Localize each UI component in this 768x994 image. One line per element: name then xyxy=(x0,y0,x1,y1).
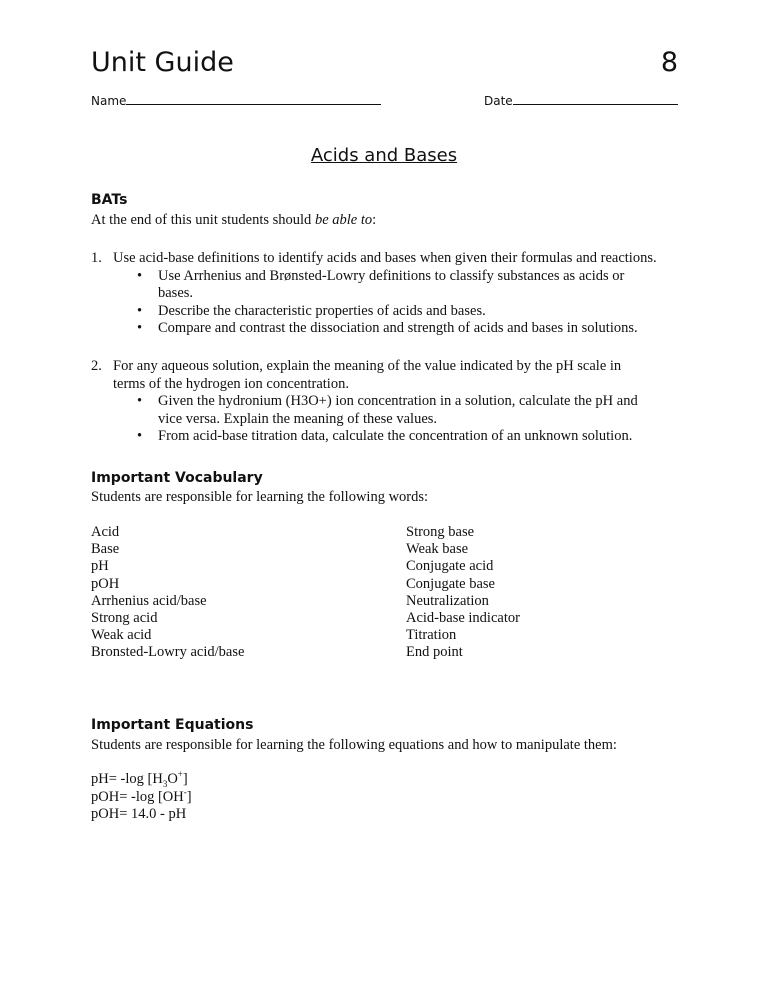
bats-intro-emphasis: be able to xyxy=(314,212,373,228)
date-label: Date xyxy=(484,94,513,108)
bats-item-2 xyxy=(91,358,691,446)
vocabulary-intro: Students are responsible for learning the following words: xyxy=(91,489,429,505)
list-item: • From acid-base titration data, calculate the concentration of an unknown solution. xyxy=(137,428,633,444)
bats-intro xyxy=(91,212,376,229)
vocab-term: Strong base xyxy=(406,524,475,540)
vocab-term: Conjugate acid xyxy=(406,558,494,575)
item-text: For any aqueous solution, explain the meaning of the value indicated by the pH scale in terms of the hydrogen ion concentration. xyxy=(113,358,622,392)
item-bullets xyxy=(113,393,648,446)
vocab-term: Titration xyxy=(406,627,457,644)
vocab-term: pOH xyxy=(91,575,120,592)
equations-list xyxy=(91,771,192,824)
vocab-term: Conjugate base xyxy=(406,575,495,592)
vocab-term: Acid xyxy=(91,524,120,540)
bullet-icon: • xyxy=(137,393,143,409)
bullet-icon: • xyxy=(137,267,143,284)
vocab-term: End point xyxy=(406,644,463,661)
vocabulary-heading: Important Vocabulary xyxy=(91,470,263,486)
unit-number: 8 xyxy=(660,47,678,78)
list-item: • Describe the characteristic properties of acids and bases. xyxy=(137,302,486,319)
bats-intro-suffix: : xyxy=(372,212,377,228)
equations-heading: Important Equations xyxy=(91,717,254,733)
vocab-term: Acid-base indicator xyxy=(406,610,520,627)
vocab-term: Weak acid xyxy=(91,627,152,644)
name-field xyxy=(91,92,381,108)
item-number: 1. xyxy=(91,250,102,266)
equation-poh: pOH= -log [OH-] xyxy=(91,786,192,805)
date-blank-line xyxy=(513,92,678,105)
item-text: Use acid-base definitions to identify acids and bases when given their formulas and reactions. xyxy=(113,250,657,266)
vocab-term: Neutralization xyxy=(406,592,489,609)
vocab-term: pH xyxy=(91,558,109,575)
equations-intro: Students are responsible for learning the following equations and how to manipulate them: xyxy=(91,737,617,753)
vocab-term: Weak base xyxy=(406,541,469,558)
name-blank-line xyxy=(126,92,381,105)
unit-guide-title: Unit Guide xyxy=(91,47,234,78)
equation-poh-ph: pOH= 14.0 - pH xyxy=(91,806,187,822)
vocab-term: Strong acid xyxy=(91,610,158,627)
item-bullets xyxy=(113,268,691,338)
name-label: Name xyxy=(91,94,127,108)
list-item: • Use Arrhenius and Brønsted-Lowry definitions to classify substances as acids or bases. xyxy=(137,267,625,301)
vocab-term: Arrhenius acid/base xyxy=(91,592,207,609)
vocabulary-column-right xyxy=(406,524,520,662)
list-item: • Compare and contrast the dissociation and strength of acids and bases in solutions. xyxy=(137,320,638,336)
document-title: Acids and Bases xyxy=(310,145,458,166)
list-item: • Given the hydronium (H3O+) ion concentration in a solution, calculate the pH and vice versa. Explain the meaning of these values. xyxy=(137,393,638,427)
bats-intro-prefix: At the end of this unit students should xyxy=(91,212,315,228)
vocab-term: Base xyxy=(91,541,120,558)
date-field xyxy=(484,92,678,108)
page-header xyxy=(91,47,678,87)
bullet-icon: • xyxy=(137,428,143,444)
vocab-term: Bronsted-Lowry acid/base xyxy=(91,644,245,661)
bullet-icon: • xyxy=(137,320,143,336)
item-number: 2. xyxy=(91,358,102,374)
equation-ph: pH= -log $[H_3O^+]$ xyxy=(91,769,188,789)
bullet-icon: • xyxy=(137,302,143,319)
bats-heading: BATs xyxy=(91,192,128,208)
bats-item-1 xyxy=(91,250,691,338)
vocabulary-column-left xyxy=(91,524,244,662)
